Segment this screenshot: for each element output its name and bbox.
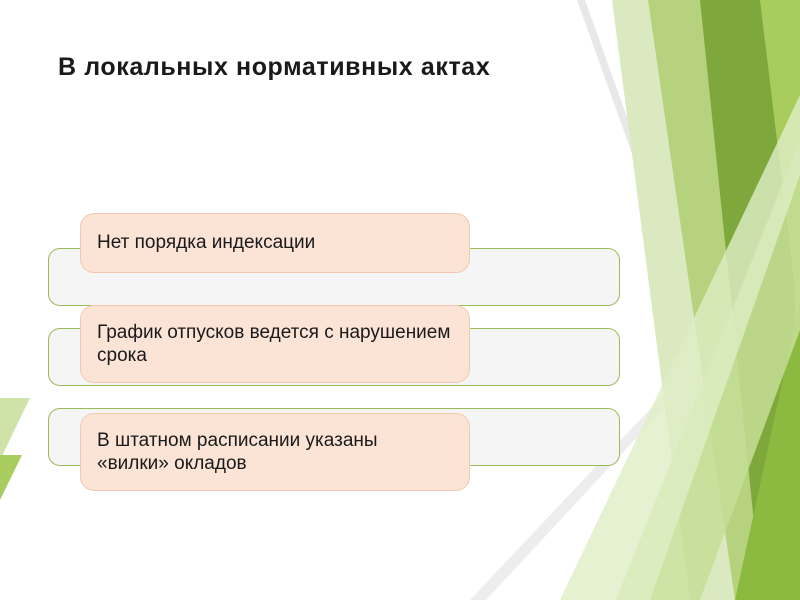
page-title: В локальных нормативных актах xyxy=(58,53,491,81)
callout-staffing-table: В штатном расписании указаны «вилки» окладов xyxy=(80,413,470,491)
callout-indexation: Нет порядка индексации xyxy=(80,213,470,273)
callout-vacation-schedule: График отпусков ведется с нарушением срока xyxy=(80,305,470,383)
